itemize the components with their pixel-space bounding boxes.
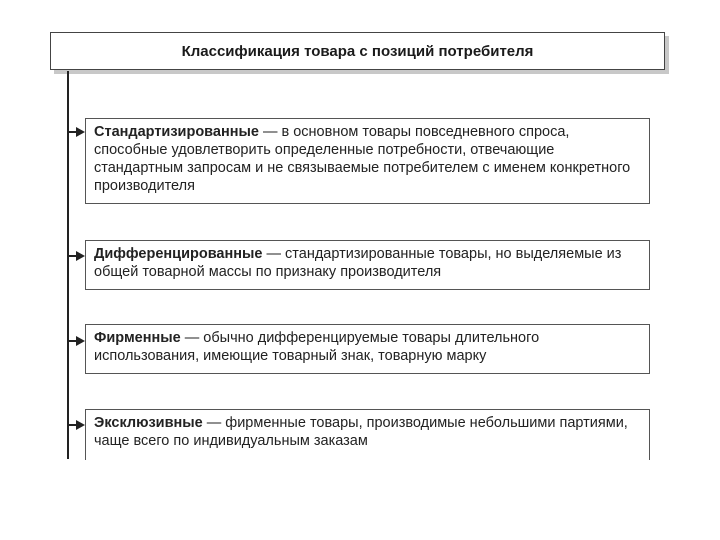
category-description: обычно дифференцируемые товары длительного использования, имеющие товарный знак, товарную марку [94, 330, 540, 364]
arrow-right-icon [76, 251, 85, 261]
category-description: в основном товары повседневного спроса, способные удовлетворить определенные потребности, отвечающие стандартным запросам и не связываемые потребителем с именем конкретного производителя [94, 124, 631, 194]
diagram-title [50, 32, 665, 70]
arrow-right-icon [76, 127, 85, 137]
category-box-standardized [85, 118, 650, 204]
category-description: фирменные товары, производимые небольшими партиями, чаще всего по индивидуальным заказам [94, 415, 628, 449]
category-box-branded [85, 324, 650, 374]
category-separator: — [258, 124, 282, 140]
category-separator: — [262, 246, 286, 262]
arrow-right-icon [76, 420, 85, 430]
category-term: Стандартизированные [94, 124, 259, 140]
connector-trunk [67, 71, 69, 459]
arrow-right-icon [76, 336, 85, 346]
category-term: Фирменные [94, 330, 181, 346]
category-term: Эксклюзивные [94, 415, 203, 431]
category-term: Дифференцированные [94, 246, 263, 262]
diagram-title-text: Классификация товара с позиций потребителя [181, 42, 534, 60]
category-box-differentiated [85, 240, 650, 290]
category-separator: — [202, 415, 226, 431]
category-separator: — [180, 330, 204, 346]
category-description: стандартизированные товары, но выделяемые из общей товарной массы по признаку производителя [94, 246, 622, 280]
page-bottom-margin [0, 460, 720, 540]
